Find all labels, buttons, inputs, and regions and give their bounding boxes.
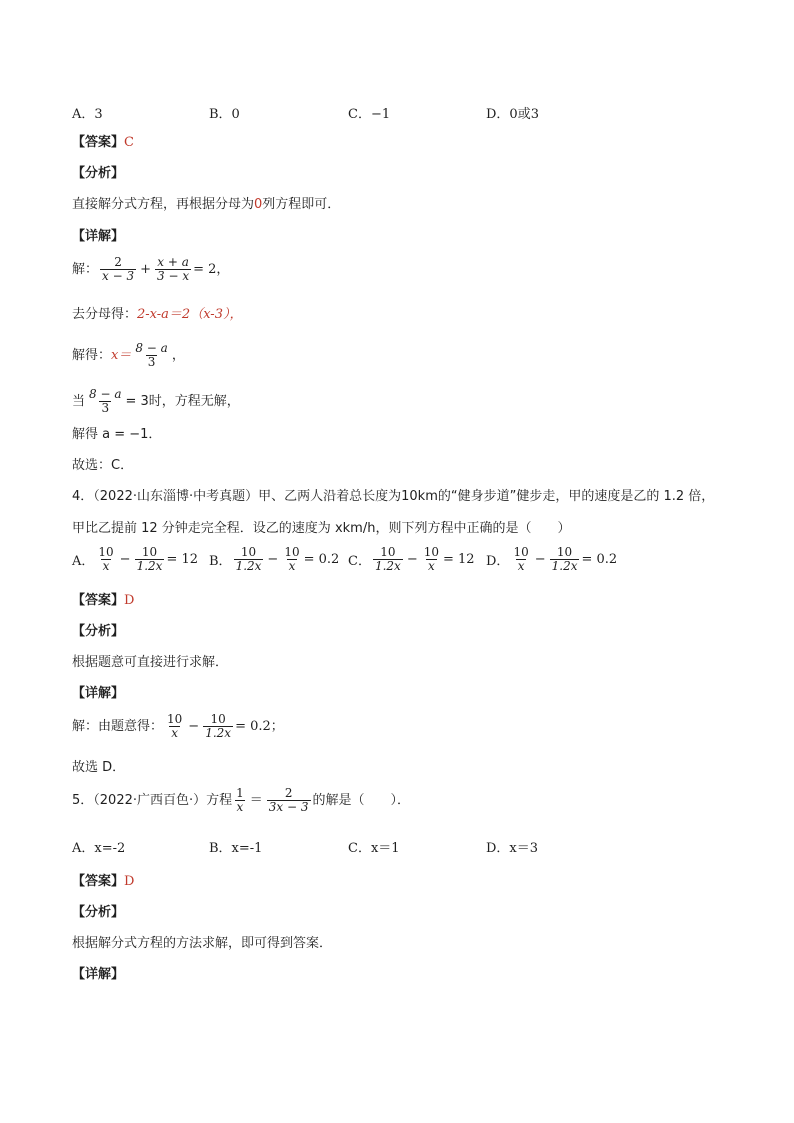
equals-sign: ＝ xyxy=(249,792,263,808)
analysis-end: 列方程即可． xyxy=(262,197,341,212)
q4-stem-line2: 甲比乙提前 12 分钟走完全程．设乙的速度为 xkm/h，则下列方程中正确的是（ ） xyxy=(72,521,571,536)
q4-analysis-text: 根据题意可直接进行求解． xyxy=(72,655,229,670)
q3-step1 xyxy=(72,256,229,283)
step2-equation: 2-x-a＝2（x-3）， xyxy=(137,307,243,322)
fraction: $\frac{8 - a}{3}$ xyxy=(89,387,122,415)
q3-detail-tag xyxy=(72,228,124,246)
answer-tag: 【答案】 xyxy=(72,874,125,889)
step-prefix: 解：由题意得： xyxy=(72,718,164,734)
q3-conclusion: 故选：C． xyxy=(72,458,134,473)
q5-option-c: C．x＝1 xyxy=(348,841,400,856)
q5-answer-value: D xyxy=(124,874,135,889)
step3-x: x＝ xyxy=(111,347,132,363)
analysis-tag: 【分析】 xyxy=(72,905,125,920)
step-rhs: = 2， xyxy=(193,261,230,277)
q5-answer-line xyxy=(72,873,134,891)
q3-answer-value: C xyxy=(124,135,134,150)
step-prefix: 当 xyxy=(72,393,86,409)
q3-step4 xyxy=(72,388,240,415)
q4-stem-line1: 4．（2022·山东淄博·中考真题）甲、乙两人沿着总长度为10km的“健身步道”健步走，甲的速度是乙的 1.2 倍， xyxy=(72,489,715,504)
fraction: $\frac{2}{x - 3}$ xyxy=(102,255,135,283)
q3-analysis-text xyxy=(72,196,340,214)
analysis-red: 0 xyxy=(254,197,263,212)
q3-answer-line xyxy=(72,134,134,152)
q4-solution xyxy=(72,713,284,740)
q5-detail-tag xyxy=(72,966,124,984)
detail-tag: 【详解】 xyxy=(72,686,125,701)
fraction: $\frac{10}{1.2x}$ xyxy=(205,712,232,740)
q3-option-d: D．0或3 xyxy=(486,107,539,122)
fraction: $\frac{10}{x}$ xyxy=(167,712,183,740)
minus-sign: − xyxy=(188,718,200,734)
fraction: $\frac{1}{x}$ xyxy=(236,786,244,814)
q3-step5: 解得 a = −1． xyxy=(72,427,162,442)
q5-option-b: B．x=-1 xyxy=(209,841,263,856)
fraction: $\frac{x + a}{3 - x}$ xyxy=(157,255,190,283)
step-prefix: 解得： xyxy=(72,347,112,363)
q4-answer-line xyxy=(72,592,134,610)
answer-tag: 【答案】 xyxy=(72,135,125,150)
detail-tag: 【详解】 xyxy=(72,967,125,982)
answer-tag: 【答案】 xyxy=(72,593,125,608)
q5-stem-end: 的解是（ ）． xyxy=(312,792,411,808)
step3-end: ， xyxy=(171,347,185,363)
analysis-tag: 【分析】 xyxy=(72,166,125,181)
q5-option-a: A．x=-2 xyxy=(72,841,126,856)
detail-tag: 【详解】 xyxy=(72,229,125,244)
step-rhs: = 0.2； xyxy=(235,718,284,734)
q5-analysis-text: 根据解分式方程的方法求解，即可得到答案． xyxy=(72,936,333,951)
step-prefix: 解： xyxy=(72,261,99,277)
q4-option-c: C． $\frac{10}{1.2x}$ − $\frac{10}{x}$ = 12 xyxy=(348,545,475,573)
step4-end: = 3时，方程无解， xyxy=(125,393,240,409)
q4-option-b: B． $\frac{10}{1.2x}$ − $\frac{10}{x}$ = 0.2 xyxy=(209,545,340,573)
q5-stem xyxy=(72,787,410,814)
q4-conclusion: 故选 D． xyxy=(72,760,126,775)
fraction: $\frac{2}{3x - 3}$ xyxy=(268,786,309,814)
q4-answer-value: D xyxy=(124,593,135,608)
analysis-text: 直接解分式方程，再根据分母为 xyxy=(72,197,255,212)
q4-option-d: D． $\frac{10}{x}$ − $\frac{10}{1.2x}$ = 0.2 xyxy=(486,545,618,573)
step-prefix: 去分母得： xyxy=(72,307,138,322)
q3-step3 xyxy=(72,342,185,369)
fraction: $\frac{8 - a}{3}$ xyxy=(135,341,168,369)
q3-option-b: B．0 xyxy=(209,107,240,122)
q5-analysis-tag xyxy=(72,904,124,922)
q5-option-d: D．x＝3 xyxy=(486,841,539,856)
q5-stem-prefix: 5．（2022·广西百色·）方程 xyxy=(72,792,233,808)
q4-option-a: A． $\frac{10}{x}$ − $\frac{10}{1.2x}$ = 12 xyxy=(72,545,199,573)
plus-sign: + xyxy=(140,261,152,277)
q4-analysis-tag xyxy=(72,623,124,641)
q4-detail-tag xyxy=(72,685,124,703)
q3-step2 xyxy=(72,306,242,324)
q3-analysis-tag xyxy=(72,165,124,183)
q3-option-a: A．3 xyxy=(72,107,103,122)
q3-option-c: C．−1 xyxy=(348,107,391,122)
analysis-tag: 【分析】 xyxy=(72,624,125,639)
